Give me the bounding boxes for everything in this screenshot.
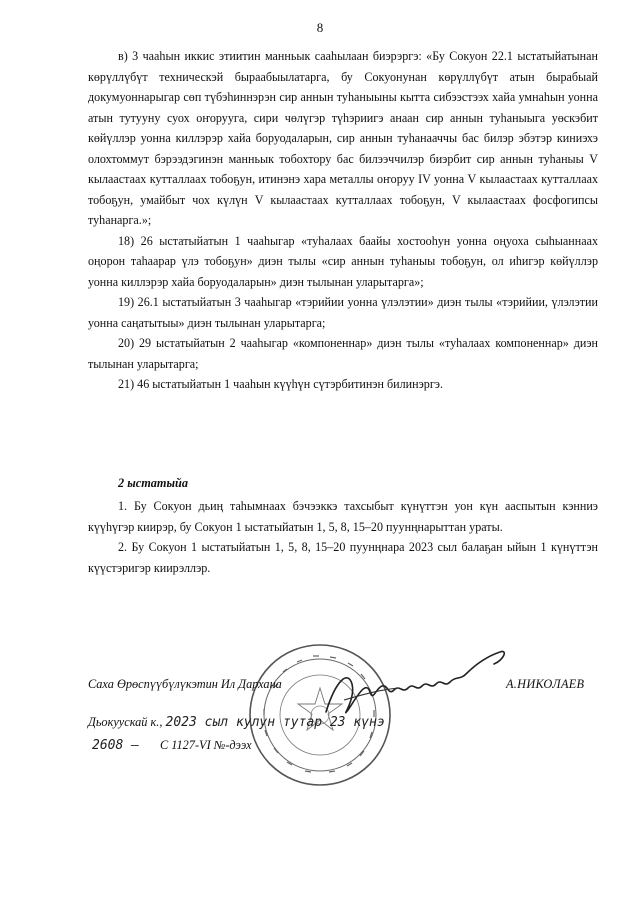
- amendment-list: [88, 46, 598, 395]
- paragraph-20: 20) 29 ыстатыйатын 2 чааһыгар «компоненнар» диэн тылы «туһалаах компоненнар» диэн тылынан уларытарга;: [88, 336, 598, 371]
- paragraph-v: в) 3 чааһын иккис этиитин манньык сааһылаан биэрэргэ: «Бу Сокуон 22.1 ыстатыйатынан көрүллүбүт техническэй быраабыылатарга, бу Сокуонунан көрүллүбүт атын бырабыай докумуоннарыгар сөп түбэһиннэрэн сир аннын туһаныыны кытта сибээстээх хайа умнаһын уонна атын тутууну суох оҥоруугa, сири чөлүгэр түһэриигэ анаан сир аннын туһаныыга уөскэбит көйүллэр уонна киллэрэр хайа боруодаларын, сир аннын туһанааччы бас билэр эбэтэр киниэхэ олохтоммут бэрээдэгинэн манньык тобохтору бас билээччилэр биэрбит сир аннын туһаныы V кылаастаах кутталлаах тобоҕун, итинэнэ хара металлы оҥоруу IV уонна V кылаастаах кутталлаах тобоҕун, умайбыт чох күлүн V кылаастаах кутталлаах тобоҕун, V кылаастаах фосфогипсы туһанарга.»;: [88, 49, 598, 227]
- law-number: С 1127-VI №-дээх: [160, 738, 252, 752]
- paragraph-21: 21) 46 ыстатыйатын 1 чааһын күүһүн сүтэрбитинэн билинэргэ.: [118, 377, 443, 391]
- signatory-name: А.НИКОЛАЕВ: [506, 677, 585, 691]
- handwritten-number: 2608 –: [92, 738, 139, 753]
- section-2-paragraph-1: 1. Бу Сокуон дьиң таһымнаах бэчээккэ тахсыбыт күнүттэн уон күн ааспытын кэнниэ күүһүгэр киирэр, бу Сокуон 1 ыстатыйатын 1, 5, 8, 15–20 пуунңнарыттан ураты.: [88, 499, 598, 534]
- page-number: 8: [316, 20, 324, 35]
- section-2-paragraph-2: 2. Бу Сокуон 1 ыстатыйатын 1, 5, 8, 15–20 пуунңнара 2023 сыл балаҕан ыйын 1 күнүттэн күүстэригэр киирэллэр.: [88, 540, 598, 575]
- place-and-date: [88, 715, 385, 730]
- section-heading: 2 ыстатыйа: [118, 476, 189, 490]
- paragraph-18: 18) 26 ыстатыйатын 1 чааһыгар «туһалаах баайы хостооһун уонна оңуоха сыһыаннаах оңорон таһаарар үлэ тобоҕун» диэн тылы «сир аннын туһаныы тобоҕун, ол иһигэр көйүллэр уонна киллэрэр хайа боруодаларын» диэн тылынан уларытарга»;: [88, 233, 598, 289]
- signatory-title: Саха Өрөспүүбүлүкэтин Ил Дархана: [88, 677, 282, 691]
- handwritten-date: 2023 сыл кулун тутар 23 күнэ: [165, 715, 385, 730]
- paragraph-19: 19) 26.1 ыстатыйатын 3 чааһыгар «тэрийии уонна үлэлэтии» диэн тылы «тэрийии, үлэлэтии уонна саңатытыы» диэн тылынан уларытарга;: [88, 295, 598, 330]
- place-label: Дьокуускай к.,: [88, 715, 163, 729]
- section-2-body: [88, 496, 598, 578]
